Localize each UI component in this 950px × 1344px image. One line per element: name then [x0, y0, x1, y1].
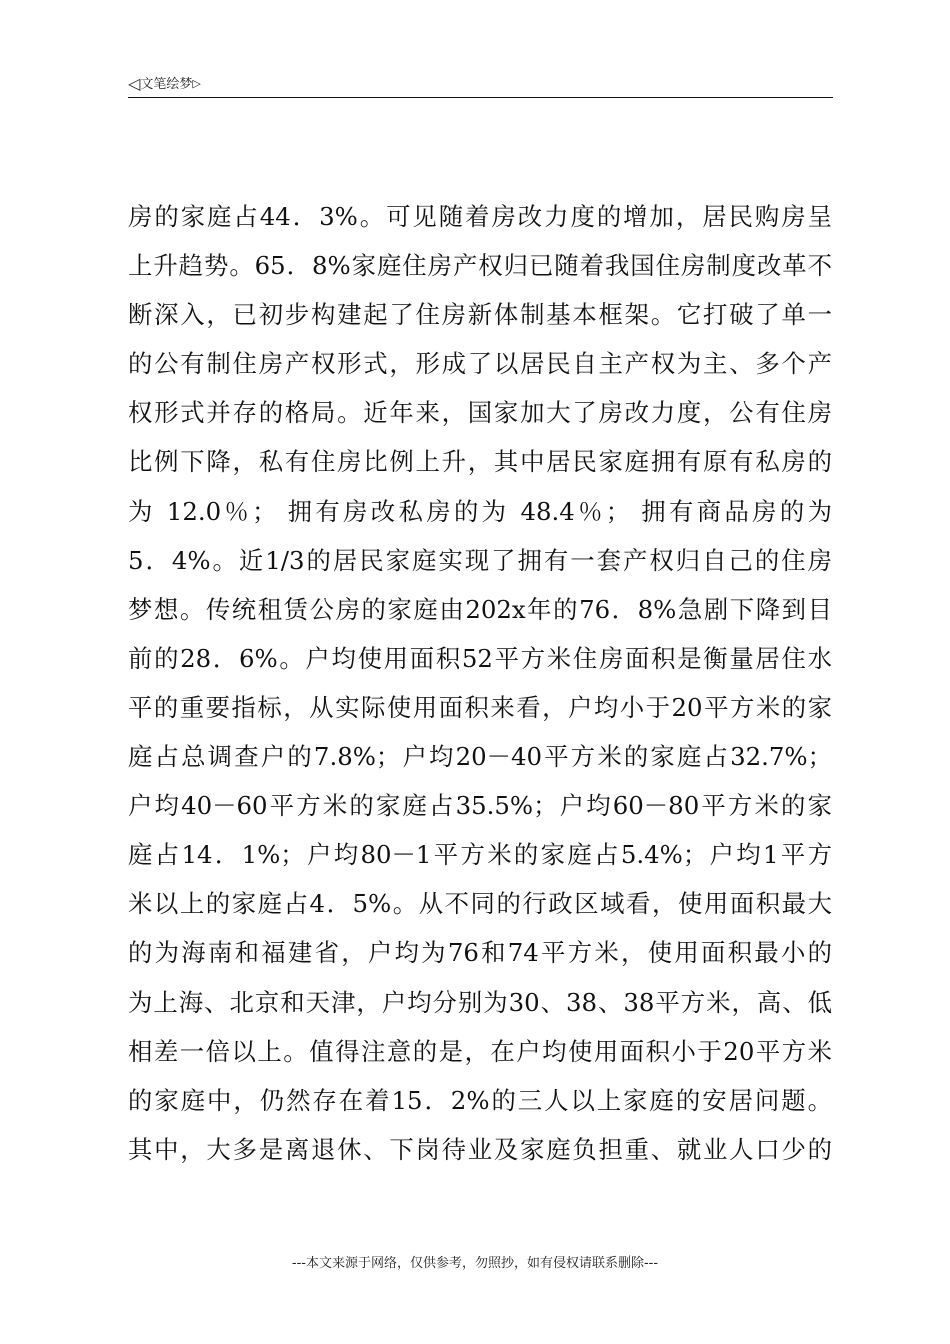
- text-line: 其中，大多是离退休、下岗待业及家庭负担重、就业人口少的: [128, 1134, 832, 1164]
- text-line: 的家庭中，仍然存在着15．2%的三人以上家庭的安居问题。: [128, 1085, 832, 1115]
- text-line: 庭占14．1%；户均80－1平方米的家庭占5.4%；户均1平方: [128, 840, 832, 870]
- text-line: 梦想。传统租赁公房的家庭由202x年的76．8%急剧下降到目: [128, 594, 832, 624]
- text-line: 为 12.0％； 拥有房改私房的为 48.4％； 拥有商品房的为: [128, 496, 832, 526]
- text-line: 上升趋势。65．8%家庭住房产权归已随着我国住房制度改革不: [128, 251, 832, 281]
- text-line: 米以上的家庭占4．5%。从不同的行政区域看，使用面积最大: [128, 889, 832, 919]
- text-line: 庭占总调查户的7.8%；户均20－40平方米的家庭占32.7%；: [128, 742, 832, 772]
- text-line: 房的家庭占44．3%。可见随着房改力度的增加，居民购房呈: [128, 202, 832, 231]
- text-line: 权形式并存的格局。近年来，国家加大了房改力度，公有住房: [128, 398, 832, 428]
- page-header: [128, 73, 833, 97]
- left-triangle-icon: ◁: [128, 74, 141, 93]
- text-line: 比例下降，私有住房比例上升，其中居民家庭拥有原有私房的: [128, 447, 832, 477]
- right-triangle-icon: ▷: [192, 77, 201, 90]
- text-line: 户均40－60平方米的家庭占35.5%；户均60－80平方米的家: [128, 791, 832, 821]
- text-line: 相差一倍以上。值得注意的是，在户均使用面积小于20平方米: [128, 1036, 832, 1066]
- header-brand: 文笔绘梦: [140, 77, 193, 92]
- text-line: 5．4%。近1/3的居民家庭实现了拥有一套产权归自己的住房: [128, 545, 832, 575]
- text-line: 平的重要指标，从实际使用面积来看，户均小于20平方米的家: [128, 692, 832, 722]
- header-divider: [128, 97, 833, 98]
- text-line: 为上海、北京和天津，户均分别为30、38、38平方米，高、低: [128, 987, 832, 1017]
- text-line: 的公有制住房产权形式，形成了以居民自主产权为主、多个产: [128, 349, 832, 379]
- text-line: 断深入，已初步构建起了住房新体制基本框架。它打破了单一: [128, 300, 832, 330]
- text-line: 前的28．6%。户均使用面积52平方米住房面积是衡量居住水: [128, 643, 832, 673]
- document-body: [128, 192, 832, 1174]
- text-line: 的为海南和福建省，户均为76和74平方米，使用面积最小的: [128, 938, 832, 968]
- page-footer: ---本文来源于网络，仅供参考，勿照抄，如有侵权请联系删除---: [291, 1256, 659, 1271]
